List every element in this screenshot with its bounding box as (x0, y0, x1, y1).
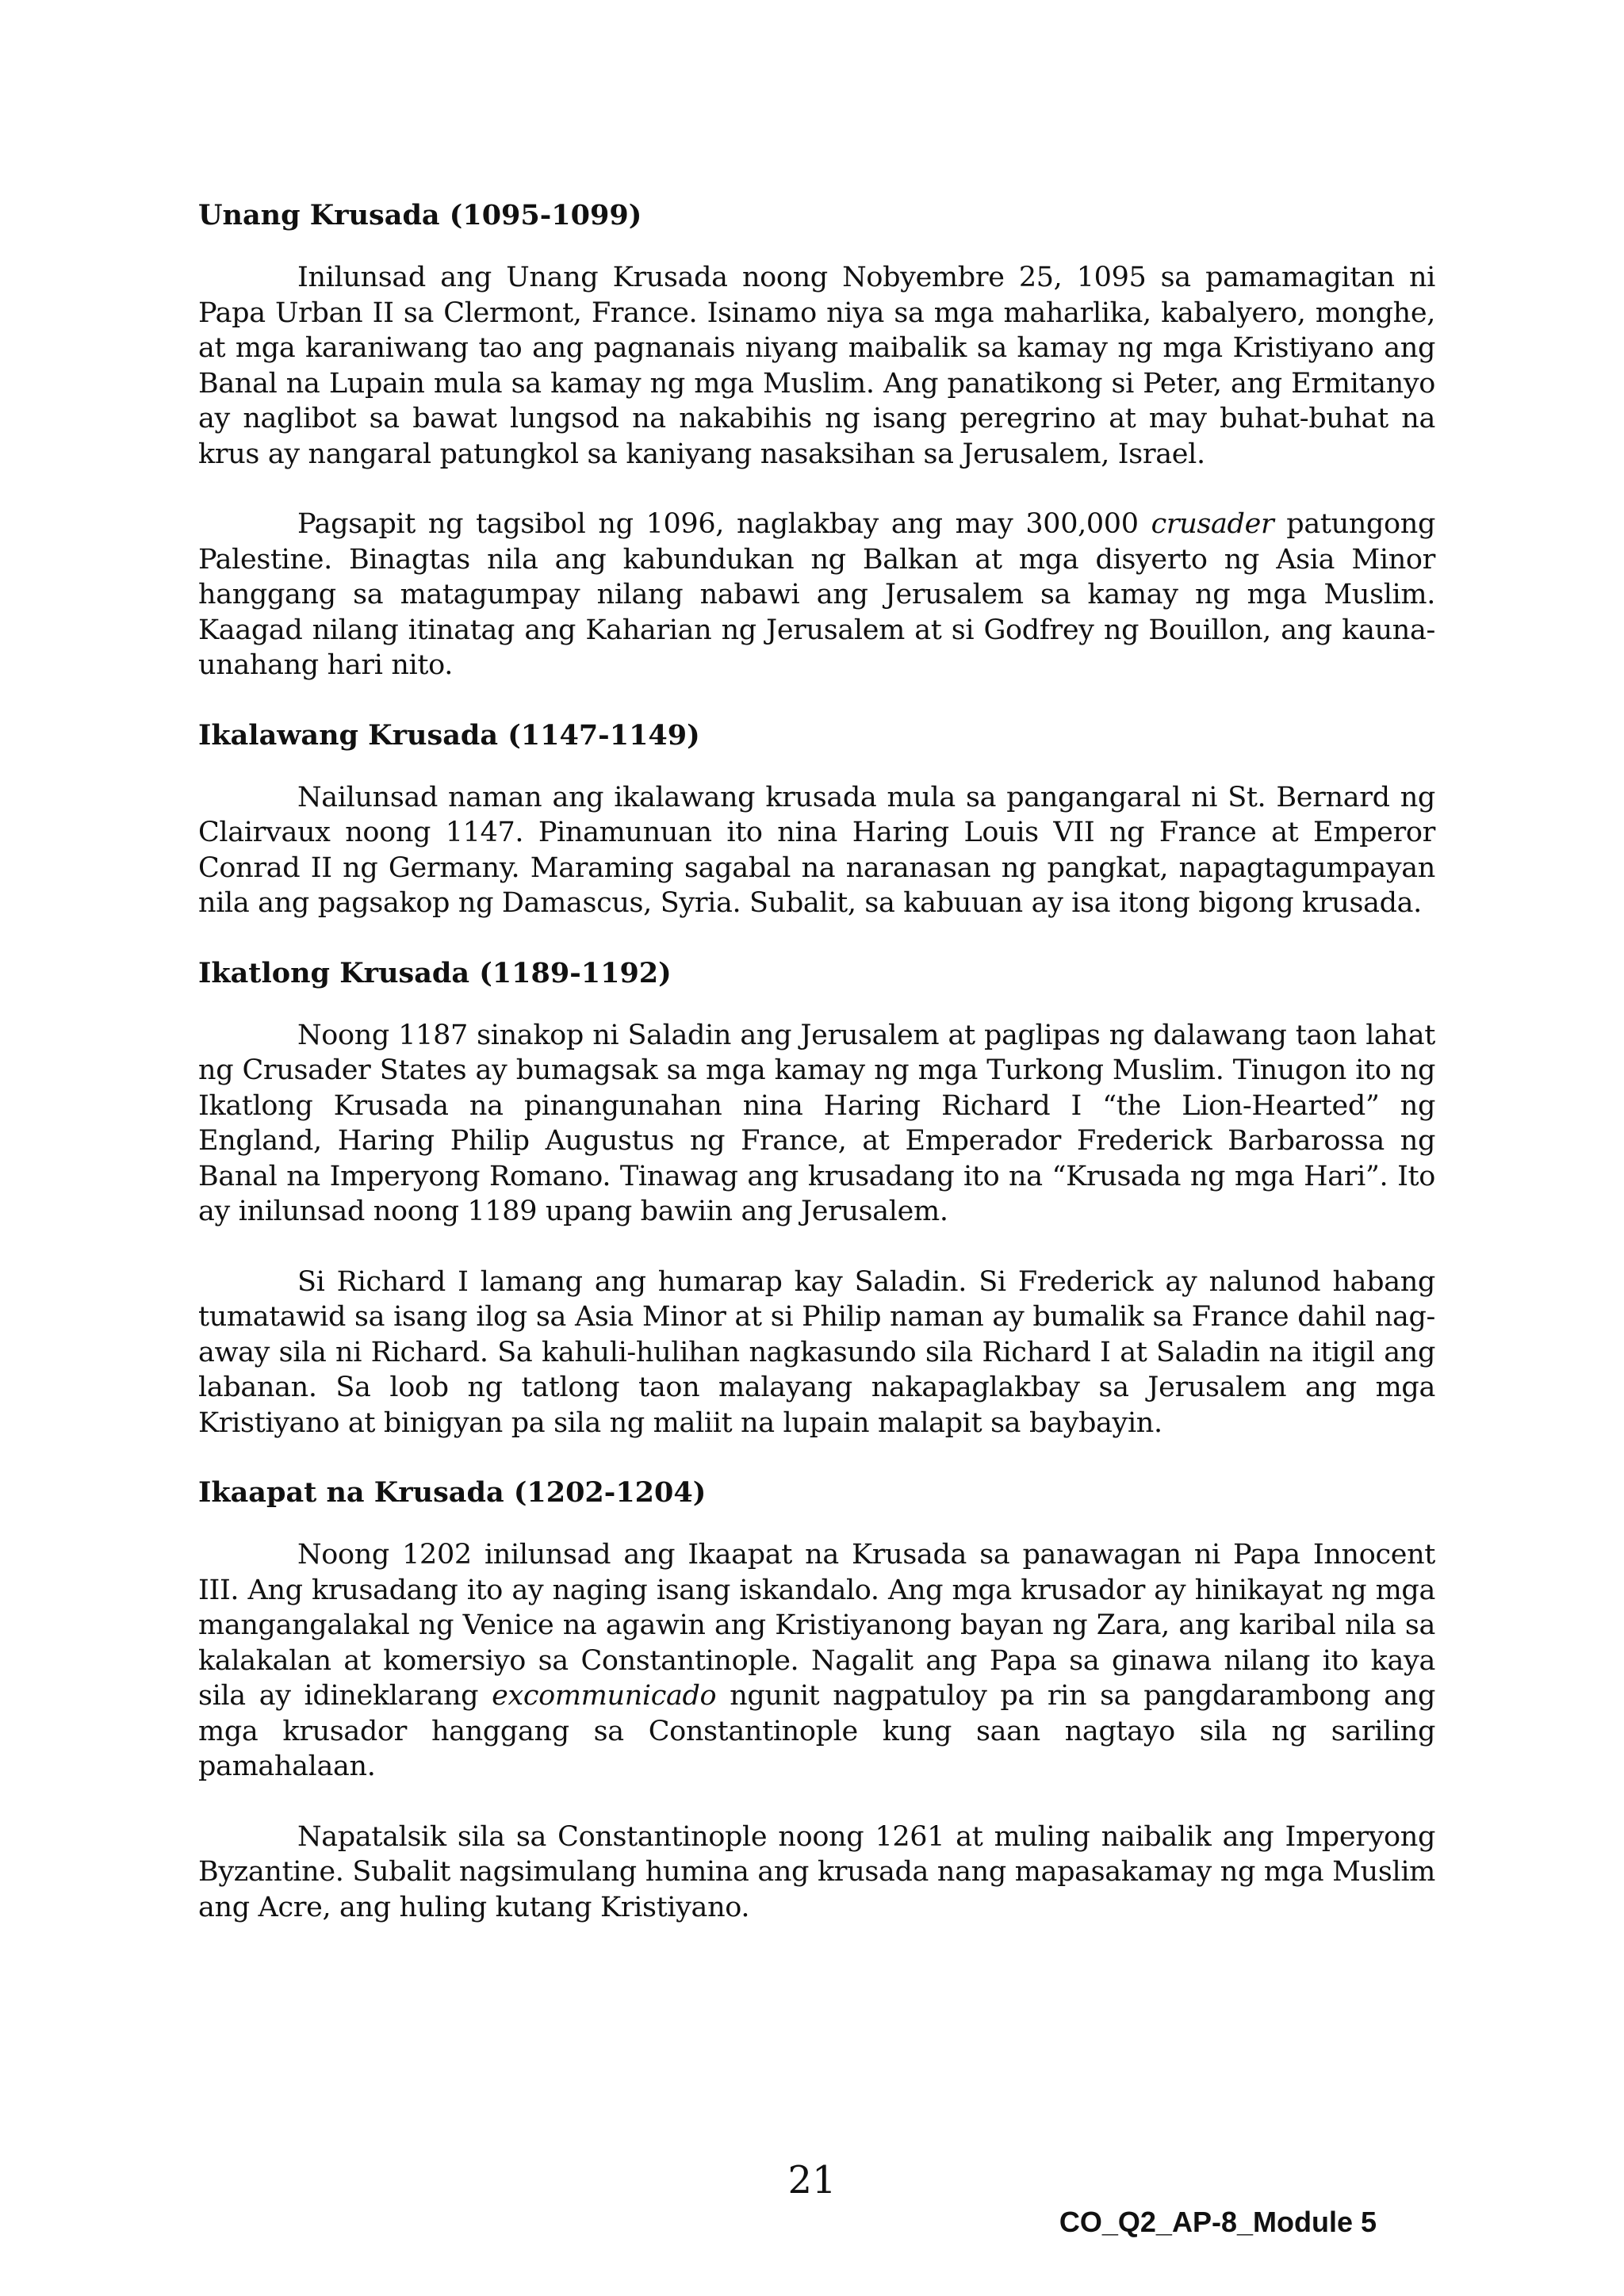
paragraph: Pagsapit ng tagsibol ng 1096, naglakbay ang may 300,000 crusader patungong Palestine. Binagtas nila ang kabundukan ng Balkan at mga disyerto ng Asia Minor hanggang sa matagumpay nilang nabawi ang Jerusalem sa kamay ng mga Muslim. Kaagad nilang itinatag ang Kaharian ng Jerusalem at si Godfrey ng Bouillon, ang kauna-unahang hari nito. (198, 508, 1436, 681)
page-number: 21 (787, 2158, 837, 2202)
section-heading-ikaapat-na-krusada: Ikaapat na Krusada (1202-1204) (198, 1476, 707, 1509)
paragraph: Noong 1187 sinakop ni Saladin ang Jerusalem at paglipas ng dalawang taon lahat ng Crusader States ay bumagsak sa mga kamay ng mga Turkong Muslim. Tinugon ito ng Ikatlong Krusada na pinangunahan nina Haring Richard I “the Lion-Hearted” ng England, Haring Philip Augustus ng France, at Emperador Frederick Barbarossa ng Banal na Imperyong Romano. Tinawag ang krusadang ito na “Krusada ng mga Hari”. Ito ay inilunsad noong 1189 upang bawiin ang Jerusalem. (198, 1019, 1435, 1227)
module-code: CO_Q2_AP-8_Module 5 (1059, 2206, 1377, 2238)
italic-term: excommunicado (492, 1680, 717, 1712)
section-heading-unang-krusada: Unang Krusada (1095-1099) (198, 199, 642, 232)
paragraph: Nailunsad naman ang ikalawang krusada mula sa pangangaral ni St. Bernard ng Clairvaux noong 1147. Pinamunuan ito nina Haring Louis VII ng France at Emperor Conrad II ng Germany. Maraming sagabal na naranasan ng pangkat, napagtagumpayan nila ang pagsakop ng Damascus, Syria. Subalit, sa kabuuan ay isa itong bigong krusada. (198, 781, 1435, 919)
paragraph: Si Richard I lamang ang humarap kay Saladin. Si Frederick ay nalunod habang tumatawid sa isang ilog sa Asia Minor at si Philip naman ay bumalik sa France dahil nag-away sila ni Richard. Sa kahuli-hulihan nagkasundo sila Richard I at Saladin na itigil ang labanan. Sa loob ng tatlong taon malayang nakapaglakbay sa Jerusalem ang mga Kristiyano at binigyan pa sila ng maliit na lupain malapit sa baybayin. (198, 1265, 1435, 1439)
paragraph: Napatalsik sila sa Constantinople noong 1261 at muling naibalik ang Imperyong Byzantine. Subalit nagsimulang humina ang krusada nang mapasakamay ng mga Muslim ang Acre, ang huling kutang Kristiyano. (198, 1820, 1435, 1923)
italic-term: crusader (1151, 508, 1274, 540)
section-heading-ikatlong-krusada: Ikatlong Krusada (1189-1192) (198, 956, 672, 989)
document-body (198, 198, 1435, 1960)
section-heading-ikalawang-krusada: Ikalawang Krusada (1147-1149) (198, 718, 700, 752)
paragraph: Inilunsad ang Unang Krusada noong Nobyembre 25, 1095 sa pamamagitan ni Papa Urban II sa Clermont, France. Isinamo niya sa mga maharlika, kabalyero, monghe, at mga karaniwang tao ang pagnanais niyang maibalik sa kamay ng mga Kristiyano ang Banal na Lupain mula sa kamay ng mga Muslim. Ang panatikong si Peter, ang Ermitanyo ay naglibot sa bawat lungsod na nakabihis ng isang peregrino at may buhat-buhat na krus ay nangaral patungkol sa kaniyang nasaksihan sa Jerusalem, Israel. (198, 262, 1435, 470)
paragraph: Noong 1202 inilunsad ang Ikaapat na Krusada sa panawagan ni Papa Innocent III. Ang krusadang ito ay naging isang iskandalo. Ang mga krusador ay hinikayat ng mga mangangalakal ng Venice na agawin ang Kristiyanong bayan ng Zara, ang karibal nila sa kalakalan at komersiyo sa Constantinople. Nagalit ang Papa sa ginawa nilang ito kaya sila ay idineklarang excommunicado ngunit nagpatuloy pa rin sa pangdarambong ang mga krusador hanggang sa Constantinople kung saan nagtayo sila ng sariling pamahalaan. (198, 1539, 1436, 1782)
